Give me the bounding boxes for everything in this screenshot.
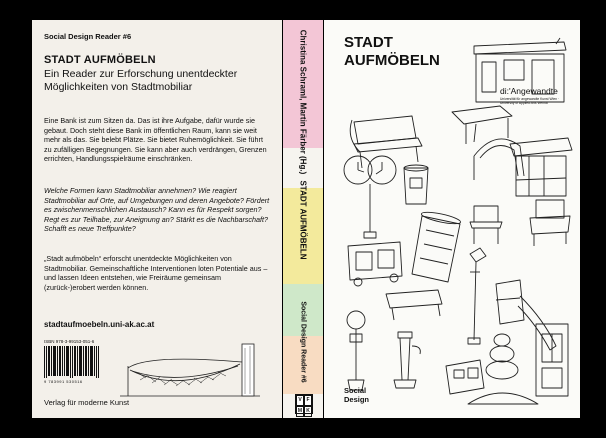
book-spine xyxy=(283,20,323,418)
front-title-line-1: STADT xyxy=(344,34,393,51)
spine-series: Social Design Reader #6 xyxy=(299,301,307,383)
publisher-logo-k: K xyxy=(304,406,312,417)
barcode-image xyxy=(44,346,100,378)
front-series-line-1: Social xyxy=(344,386,367,395)
university-logo xyxy=(500,86,572,105)
long-bench-drawing xyxy=(386,290,442,320)
planter-cart-drawing xyxy=(348,242,402,286)
bench-drawing xyxy=(350,116,422,168)
university-logo-subtitle: Universität für angewandte Kunst Wien · University of Applied Arts Vienna xyxy=(500,97,560,105)
armchair-drawing xyxy=(530,200,570,246)
fire-hydrant-drawing xyxy=(347,311,365,390)
chair-drawing xyxy=(470,206,502,244)
university-logo-name: di:'Angewandte xyxy=(500,86,558,96)
spine-title: STADT AUFMÖBELN xyxy=(298,180,308,260)
water-fountain-drawing xyxy=(394,332,420,388)
publisher-logo-f: F xyxy=(304,395,312,406)
website-url: stadtaufmoebeln.uni-ak.ac.at xyxy=(44,320,155,329)
publisher-name: Verlag für moderne Kunst xyxy=(44,398,130,407)
street-clock-drawing xyxy=(344,156,396,238)
advertising-column-drawing xyxy=(412,210,461,282)
street-furniture-illustrations xyxy=(324,20,580,418)
info-board-drawing xyxy=(446,360,484,394)
front-series-label xyxy=(344,386,404,404)
back-paragraph-2: Welche Formen kann Stadtmobiliar annehmen? Wie reagiert Stadtmobiliar auf Orte, auf Umgebungen und deren Angebote? Fördert es zwischenmenschlichen Austausch? Kann es für Respekt sorgen? Regt es zur Teilhabe, zur Aneignung an? Stärkt es die Nachbarschaft? Schafft es neue Treffpunkte? xyxy=(44,186,270,234)
back-paragraph-3: „Stadt aufmöbeln“ erforscht unentdeckte Möglichkeiten von Stadtmobiliar. Gemeinschaftliche Interventionen loten Potentiale aus – und lassen Ideen entstehen, wie Freiräume gemeinsam (zurück-)erobert werden können. xyxy=(44,254,268,292)
back-cover xyxy=(32,20,282,418)
street-lamp-drawing xyxy=(468,248,486,344)
bike-rack-drawing xyxy=(474,139,524,180)
picnic-table-drawing xyxy=(452,106,512,144)
front-title xyxy=(344,34,440,70)
bus-shelter-drawing xyxy=(510,138,572,196)
back-paragraph-1: Eine Bank ist zum Sitzen da. Das ist ihre Aufgabe, dafür wurde sie gebaut. Doch steht diese Bank im öffentlichen Raum, kann sie weit mehr als das. Sie belebt Plätze. Sie bietet Ruhemöglichkeit. Sie führt zu zufälligen Begegnungen. Sie kann aber auch verdrängen, Grenzen errichten, Handlungsspielräume einschränken. xyxy=(44,116,267,164)
stone-sculpture-drawing xyxy=(468,334,538,404)
publisher-logo xyxy=(295,394,313,414)
front-series-line-2: Design xyxy=(344,395,370,404)
back-title: STADT AUFMÖBELN xyxy=(44,54,156,66)
publisher-logo-m: M xyxy=(296,406,304,417)
front-title-line-2: AUFMÖBELN xyxy=(344,52,440,69)
isbn-text: ISBN 978-3-99153-051-6 xyxy=(44,339,95,344)
publisher-logo-v: V xyxy=(296,395,304,406)
playground-slide-drawing xyxy=(496,280,556,350)
hammock-illustration xyxy=(118,340,262,400)
spine-authors: Christina Schraml, Martin Färber (Hg.) xyxy=(298,29,308,175)
back-subtitle: Ein Reader zur Erforschung unentdeckter Möglichkeiten von Stadtmobiliar xyxy=(44,68,238,93)
barcode-number: 9 783991 530516 xyxy=(44,379,83,384)
back-series-label: Social Design Reader #6 xyxy=(44,32,132,41)
front-cover xyxy=(324,20,580,418)
trash-bin-drawing xyxy=(404,165,428,204)
